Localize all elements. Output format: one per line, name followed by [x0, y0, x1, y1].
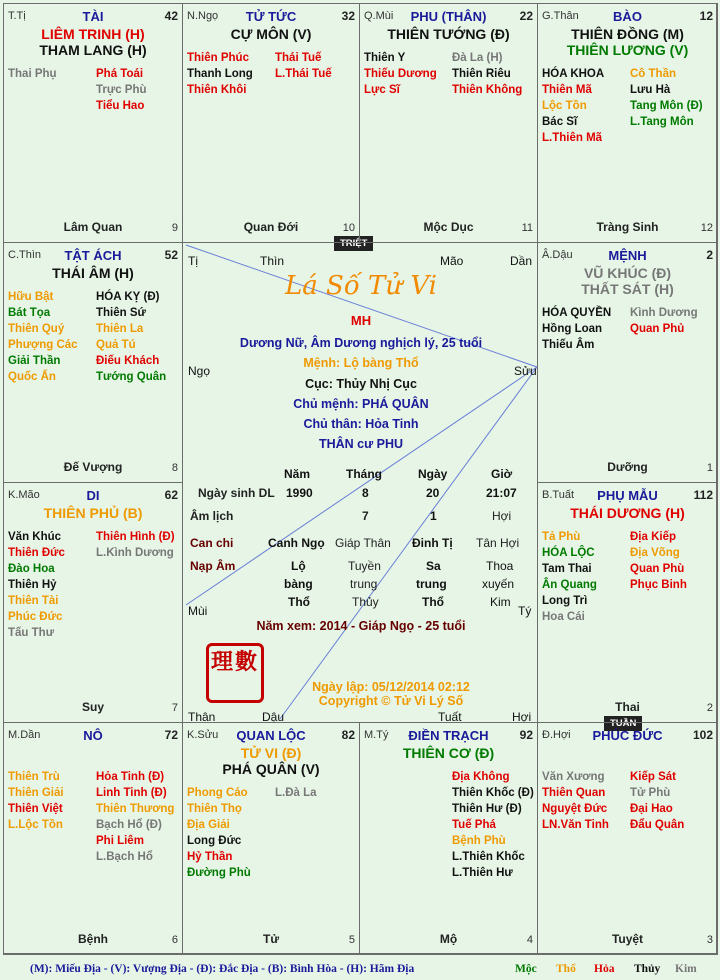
main-stars: [360, 26, 537, 42]
main-star: THIÊN LƯƠNG (V): [566, 42, 689, 58]
palace-number: 5: [348, 934, 355, 946]
minor-star: Tuế Phá: [452, 819, 496, 831]
minor-star: Bát Tọa: [8, 307, 51, 319]
palace: [182, 3, 360, 243]
palace-can-chi: K.Mão: [8, 489, 40, 501]
dl-nam: 1990: [286, 486, 313, 500]
minor-star: Thiên Khôi: [187, 84, 247, 96]
palace-name: QUAN LỘC: [236, 728, 306, 743]
palace-cycle: Dưỡng: [607, 460, 648, 474]
main-stars: [360, 745, 537, 761]
palace-can-chi: Â.Dậu: [542, 249, 573, 261]
minor-star: Linh Tinh (Đ): [96, 787, 167, 799]
minor-star: Tiểu Hao: [96, 100, 145, 112]
minor-stars-right: [275, 785, 317, 801]
branch-ty: Tý: [518, 604, 532, 618]
palace-age: 12: [699, 9, 713, 23]
minor-star: Thiếu Âm: [542, 339, 595, 351]
cc-gio: Tân Hợi: [476, 536, 520, 550]
minor-star: Thiên Riêu: [452, 68, 511, 80]
legend-bar: [0, 961, 720, 979]
minor-star: Thiên Y: [364, 52, 406, 64]
palace-cycle: Tử: [262, 932, 280, 946]
minor-star: Tả Phù: [542, 531, 581, 543]
minor-stars-right: [96, 289, 166, 385]
minor-star: Ân Quang: [542, 579, 597, 591]
main-star: THIÊN CƠ (Đ): [402, 745, 495, 761]
chart-title: Lá Số Tử Vi: [284, 271, 437, 301]
minor-star: Thiếu Dương: [364, 68, 437, 80]
minor-star: Tam Thai: [542, 563, 592, 575]
na-ngay-2: trung: [416, 577, 447, 591]
legend-tho: Thổ: [556, 963, 576, 975]
legend-kim: Kim: [675, 963, 697, 975]
minor-star: L.Lộc Tồn: [8, 819, 63, 831]
main-stars: [538, 505, 717, 521]
palace-age: 52: [164, 248, 178, 262]
minor-stars-left: [542, 529, 597, 625]
palace: [537, 482, 718, 723]
palace-cycle: Suy: [81, 700, 104, 714]
minor-star: Thiên Thương: [96, 803, 175, 815]
main-stars: [538, 26, 717, 58]
main-stars: [183, 26, 359, 42]
main-star: TỬ VI (Đ): [240, 745, 302, 761]
palace-age: 112: [693, 488, 713, 502]
copyright: Copyright © Tử Vi Lý Số: [318, 694, 464, 708]
main-star: THAM LANG (H): [39, 42, 147, 58]
palace: [3, 3, 183, 243]
minor-star: Thiên Quý: [8, 323, 65, 335]
palace-header: [8, 728, 178, 744]
minor-star: Bệnh Phù: [452, 835, 506, 847]
minor-star: Đẩu Quân: [630, 819, 685, 831]
minor-star: L.Thiên Hư: [452, 867, 513, 879]
minor-star: Đại Hao: [630, 803, 673, 815]
palace: [537, 3, 718, 243]
dl-ngay: 20: [426, 486, 440, 500]
cc-ngay: Đinh Tị: [412, 536, 453, 550]
minor-star: Trực Phù: [96, 84, 147, 96]
palace-cycle: Tràng Sinh: [596, 220, 659, 234]
branch-dau: Dậu: [262, 710, 285, 724]
main-stars: [183, 745, 359, 777]
minor-stars-left: [187, 50, 253, 98]
branch-hoi: Hợi: [512, 710, 532, 724]
palace-header: [187, 728, 355, 744]
minor-star: Quan Phù: [630, 563, 685, 575]
palace-can-chi: Q.Mùi: [364, 10, 394, 22]
minor-star: Hỏa Tinh (Đ): [96, 771, 165, 783]
palace-cycle: Quan Đới: [243, 220, 299, 234]
na-gio-2: xuyến: [482, 577, 515, 591]
minor-star: Văn Khúc: [8, 531, 62, 543]
nam-xem: Năm xem: 2014 - Giáp Ngọ - 25 tuổi: [256, 619, 466, 633]
minor-star: Quan Phủ: [630, 323, 685, 335]
palace-cycle: Tuyệt: [611, 932, 644, 946]
legend-hoa: Hỏa: [594, 963, 615, 975]
minor-star: Phi Liêm: [96, 835, 144, 847]
minor-star: Phục Binh: [630, 579, 687, 591]
minor-stars-right: [630, 769, 684, 833]
minor-stars-left: [364, 50, 437, 98]
minor-star: Đào Hoa: [8, 563, 55, 575]
minor-stars-right: [96, 529, 175, 561]
palace-age: 92: [519, 728, 533, 742]
minor-star: Quả Tú: [96, 339, 136, 351]
minor-stars-right: [275, 50, 332, 82]
minor-star: Thiên Việt: [8, 803, 63, 815]
minor-star: HÓA KỴ (Đ): [96, 291, 160, 303]
hdr-ngay: Ngày: [418, 467, 448, 481]
minor-star: Thiên Giải: [8, 787, 64, 799]
minor-star: Tử Phù: [630, 787, 671, 799]
minor-stars-right: [96, 769, 174, 865]
branch-suu: Sửu: [514, 364, 537, 378]
palace-cycle: Lâm Quan: [63, 220, 123, 234]
palace-can-chi: C.Thìn: [8, 249, 42, 261]
palace-can-chi: M.Dần: [8, 729, 41, 741]
palace-name: BÀO: [613, 9, 642, 24]
minor-star: Kiếp Sát: [630, 771, 677, 783]
minor-star: Kình Dương: [630, 307, 698, 319]
palace-name: PHÚC ĐỨC: [592, 728, 663, 743]
minor-star: Thiên La: [96, 323, 144, 335]
palace-cycle: Đế Vượng: [63, 460, 123, 474]
minor-star: Phá Toái: [96, 68, 144, 80]
palace-header: [542, 248, 713, 264]
hdr-gio: Giờ: [491, 467, 513, 481]
palace-can-chi: M.Tý: [364, 729, 389, 741]
cc-thang: Giáp Thân: [335, 536, 391, 550]
branch-mao: Mão: [440, 254, 464, 268]
info-line: Dương Nữ, Âm Dương nghịch lý, 25 tuổi: [239, 336, 483, 350]
main-star: THIÊN PHỦ (B): [43, 505, 143, 521]
main-star: THIÊN TƯỚNG (Đ): [387, 26, 510, 42]
minor-star: Nguyệt Đức: [542, 803, 608, 815]
palace-age: 102: [692, 728, 713, 742]
minor-stars-right: [96, 66, 147, 114]
minor-star: Thiên Tài: [8, 595, 59, 607]
branch-than: Thân: [188, 710, 216, 724]
palace: [359, 722, 538, 955]
minor-star: Long Đức: [187, 835, 242, 847]
branch-ti: Tị: [188, 254, 198, 268]
minor-star: L.Bạch Hổ: [96, 851, 153, 863]
main-star: THÁI ÂM (H): [52, 265, 134, 281]
minor-star: Địa Võng: [630, 547, 680, 559]
minor-star: Phúc Đức: [8, 611, 63, 623]
na-nam-1: Lộ: [291, 559, 306, 573]
minor-stars-right: [630, 66, 703, 130]
palace-number: 4: [526, 934, 533, 946]
palace: [3, 722, 183, 955]
palace-age: 32: [341, 9, 355, 23]
minor-star: Thiên Phúc: [187, 52, 249, 64]
minor-star: Bạch Hổ (Đ): [96, 819, 162, 831]
palace-age: 22: [519, 9, 533, 23]
palace-number: 1: [706, 462, 713, 474]
tuan-tag: TUẦN: [604, 716, 642, 731]
minor-star: Thiên Sứ: [96, 307, 146, 319]
main-star: VŨ KHÚC (Đ): [583, 265, 672, 281]
palace-header: [8, 9, 178, 25]
cc-nam: Canh Ngọ: [268, 536, 325, 550]
palace-header: [542, 728, 713, 744]
minor-star: L.Tang Môn: [630, 116, 694, 128]
seal-text: 理數: [210, 649, 259, 675]
main-stars: [538, 265, 717, 297]
minor-star: Đường Phù: [187, 867, 251, 879]
minor-star: Thanh Long: [187, 68, 253, 80]
al-ngay: 1: [430, 509, 437, 523]
minor-stars-left: [8, 769, 64, 833]
palace-name: TÀI: [82, 9, 104, 24]
na-thang-3: Thủy: [352, 595, 379, 609]
palace-number: 6: [171, 934, 178, 946]
hdr-thang: Tháng: [346, 467, 382, 481]
dl-gio: 21:07: [486, 486, 517, 500]
minor-star: Thiên Hư (Đ): [452, 803, 522, 815]
palace-number: 8: [171, 462, 178, 474]
minor-star: Tấu Thư: [8, 627, 55, 639]
minor-star: Thái Tuế: [275, 52, 322, 64]
palace-age: 72: [164, 728, 178, 742]
minor-star: Tướng Quân: [96, 371, 167, 383]
minor-stars-right: [452, 769, 534, 881]
canchi-label: Can chi: [190, 536, 234, 550]
palace-name: PHỤ MẪU: [597, 488, 658, 503]
triet-tag: TRIỆT: [334, 236, 373, 251]
minor-star: Hồng Loan: [542, 323, 603, 335]
minor-star: Địa Không: [452, 771, 510, 783]
palace-name: PHU (THÂN): [410, 9, 487, 24]
branch-thin: Thìn: [260, 254, 285, 268]
minor-star: Điếu Khách: [96, 355, 160, 367]
palace-number: 7: [171, 702, 178, 714]
minor-stars-right: [452, 50, 522, 98]
minor-stars-left: [187, 785, 251, 881]
palace-age: 2: [706, 248, 713, 262]
minor-star: LN.Văn Tinh: [542, 819, 609, 831]
minor-stars-left: [8, 289, 78, 385]
minor-star: Lộc Tồn: [542, 100, 587, 112]
minor-star: Thiên Thọ: [187, 803, 242, 815]
palace-header: [542, 488, 713, 504]
legend-text: (M): Miếu Địa - (V): Vượng Địa - (Đ): Đắc Địa - (B): Bình Hòa - (H): Hãm Địa: [30, 963, 415, 975]
palace-header: [364, 728, 533, 744]
na-thang-2: trung: [350, 577, 378, 591]
palace: [537, 722, 718, 955]
minor-star: HÓA KHOA: [542, 68, 605, 80]
palace-cycle: Bệnh: [78, 932, 108, 946]
branch-mui: Mùi: [188, 604, 208, 618]
minor-star: Long Trì: [542, 595, 588, 607]
legend-thuy: Thủy: [634, 963, 661, 975]
palace: [182, 722, 360, 955]
palace-name: NÔ: [83, 728, 103, 743]
palace-number: 11: [521, 222, 533, 234]
minor-star: Thiên Hỷ: [8, 579, 57, 591]
minor-star: Phượng Các: [8, 339, 78, 351]
palace-can-chi: G.Thân: [542, 10, 579, 22]
minor-star: Thiên Khốc (Đ): [452, 787, 534, 799]
main-stars: [4, 505, 182, 521]
minor-star: L.Thiên Mã: [542, 132, 603, 144]
palace-number: 9: [171, 222, 178, 234]
branch-ngo: Ngọ: [188, 364, 211, 378]
na-ngay-3: Thổ: [422, 595, 444, 609]
dl-thang: 8: [362, 486, 369, 500]
minor-stars-left: [8, 529, 65, 641]
al-gio: Hợi: [492, 509, 512, 523]
na-thang-1: Tuyền: [348, 559, 381, 573]
al-label: Âm lịch: [190, 509, 234, 523]
palace-age: 62: [164, 488, 178, 502]
palace-can-chi: Đ.Hợi: [542, 729, 571, 741]
chu-than-line: Chủ thân: Hỏa Tinh: [303, 417, 419, 431]
palace: [3, 482, 183, 723]
minor-stars-left: [8, 66, 57, 82]
palace-cycle: Mộc Dục: [423, 220, 474, 234]
minor-star: HÓA QUYỀN: [542, 307, 612, 319]
branch-tuat: Tuất: [438, 710, 462, 724]
palace-cycle: Thai: [615, 700, 640, 714]
minor-star: Đà La (H): [452, 52, 503, 64]
minor-star: Địa Giải: [187, 819, 230, 831]
minor-star: Tang Môn (Đ): [630, 100, 703, 112]
palace-number: 12: [700, 222, 713, 234]
minor-star: Thiên Trù: [8, 771, 60, 783]
palace-can-chi: K.Sửu: [187, 729, 219, 741]
chart-center: [184, 243, 538, 724]
minor-stars-right: [630, 529, 687, 593]
minor-star: L.Thái Tuế: [275, 68, 332, 80]
main-star: CỰ MÔN (V): [230, 26, 312, 42]
chu-menh-line: Chủ mệnh: PHÁ QUÂN: [293, 397, 429, 411]
palace-age: 42: [164, 9, 178, 23]
hdr-nam: Năm: [284, 467, 311, 481]
minor-star: Giải Thần: [8, 355, 61, 367]
palace-number: 2: [706, 702, 713, 714]
main-stars: [4, 26, 182, 58]
palace-name: TỬ TỨC: [245, 9, 297, 24]
main-star: THẤT SÁT (H): [581, 281, 674, 297]
palace-cycle: Mộ: [439, 932, 458, 946]
minor-stars-left: [542, 769, 609, 833]
main-star: THÁI DƯƠNG (H): [570, 505, 685, 521]
al-thang: 7: [362, 509, 369, 523]
minor-stars-left: [542, 66, 604, 146]
minor-star: Phong Cáo: [187, 787, 248, 799]
palace-can-chi: N.Ngọ: [187, 10, 219, 22]
palace-name: ĐIỀN TRẠCH: [408, 728, 489, 743]
minor-star: L.Đà La: [275, 787, 317, 799]
palace-number: 3: [706, 934, 713, 946]
minor-star: Văn Xương: [542, 771, 605, 783]
minor-stars-left: [542, 305, 611, 353]
minor-star: Cô Thần: [630, 68, 676, 80]
palace-can-chi: T.Tị: [8, 10, 26, 22]
tu-vi-chart: [3, 3, 717, 954]
na-nam-3: Thổ: [288, 595, 310, 609]
palace-name: DI: [86, 488, 100, 503]
na-nam-2: bàng: [284, 577, 313, 591]
than-cu-line: THÂN cư PHU: [318, 437, 404, 451]
minor-star: Thiên Không: [452, 84, 523, 96]
main-stars: [4, 265, 182, 281]
palace: [359, 3, 538, 243]
cuc-line: Cục: Thủy Nhị Cục: [305, 377, 417, 391]
minor-star: Thiên Mã: [542, 84, 592, 96]
menh-line: Mệnh: Lộ bàng Thổ: [303, 356, 419, 370]
na-ngay-1: Sa: [426, 559, 441, 573]
minor-star: Thiên Đức: [8, 547, 65, 559]
main-star: THIÊN ĐỒNG (M): [571, 26, 684, 42]
palace-can-chi: B.Tuất: [542, 489, 574, 501]
branch-dan: Dần: [510, 254, 533, 268]
napam-label: Nạp Âm: [190, 559, 236, 573]
minor-star: L.Thiên Khốc: [452, 851, 525, 863]
palace-name: TẬT ÁCH: [64, 248, 122, 263]
minor-star: Lực Sĩ: [364, 84, 400, 96]
dl-label: Ngày sinh DL: [198, 486, 275, 500]
minor-stars-right: [630, 305, 698, 337]
minor-star: Lưu Hà: [630, 84, 671, 96]
palace-header: [8, 488, 178, 504]
palace-header: [8, 248, 178, 264]
minor-star: Hoa Cái: [542, 611, 585, 623]
palace-header: [364, 9, 533, 25]
gender-short: MH: [350, 313, 372, 328]
na-gio-1: Thoa: [486, 559, 514, 573]
minor-star: Thiên Hình (Đ): [96, 531, 175, 543]
palace-age: 82: [341, 728, 355, 742]
minor-star: Thai Phụ: [8, 68, 57, 80]
minor-star: Hỷ Thần: [187, 851, 233, 863]
palace-header: [187, 9, 355, 25]
minor-star: L.Kình Dương: [96, 547, 174, 559]
palace: [3, 242, 183, 483]
main-star: PHÁ QUÂN (V): [222, 761, 320, 777]
minor-star: HÓA LỘC: [542, 547, 595, 559]
palace-header: [542, 9, 713, 25]
ngay-lap: Ngày lập: 05/12/2014 02:12: [312, 680, 470, 694]
minor-star: Hữu Bật: [8, 291, 54, 303]
palace-number: 10: [342, 222, 355, 234]
minor-star: Thiên Quan: [542, 787, 606, 799]
minor-star: Quốc Ấn: [8, 371, 56, 383]
na-gio-3: Kim: [490, 595, 511, 609]
legend-moc: Mộc: [515, 963, 537, 975]
minor-star: Bác Sĩ: [542, 116, 578, 128]
main-star: LIÊM TRINH (H): [41, 26, 145, 42]
minor-star: Địa Kiếp: [630, 531, 677, 543]
palace-name: MỆNH: [608, 248, 647, 263]
palace: [537, 242, 718, 483]
